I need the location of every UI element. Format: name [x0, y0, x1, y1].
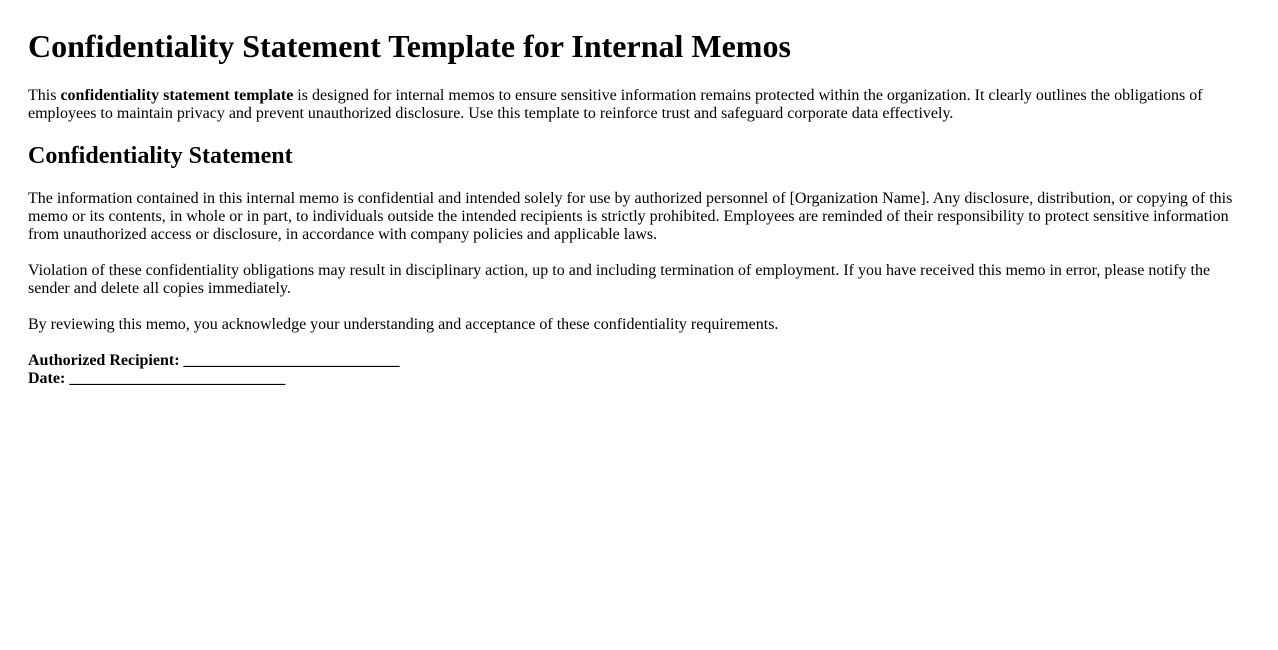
- page-title: Confidentiality Statement Template for Internal Memos: [28, 28, 791, 64]
- body-paragraph: The information contained in this internal memo is confidential and intended solely for use by authorized personnel of [Organization Name]. Any disclosure, distribution, or copying of this memo or its contents, in whole or in part, to individuals outside the intended recipients is strictly prohibited. Employees are reminded of their responsibility to protect sensitive information from unauthorized access or disclosure, in accordance with company policies and applicable laws.: [28, 190, 1233, 243]
- recipient-label: Authorized Recipient:: [28, 352, 180, 369]
- intro-text: is designed for internal memos to ensure sensitive information remains protected within the organization. It clearly outlines the obligations of employees to maintain privacy and prevent unauthorized disclosure. Use this template to reinforce trust and safeguard corporate data effectively.: [28, 87, 1203, 122]
- recipient-signature-line: [28, 352, 1250, 370]
- intro-text: This: [28, 87, 61, 104]
- date-signature-line: [28, 370, 1250, 388]
- date-blank: ___________________________: [69, 370, 286, 387]
- recipient-blank: ___________________________: [183, 352, 400, 369]
- date-label: Date:: [28, 370, 66, 387]
- section-heading: Confidentiality Statement: [28, 143, 293, 169]
- intro-bold-text: confidentiality statement template: [60, 87, 294, 104]
- body-paragraph: Violation of these confidentiality obligations may result in disciplinary action, up to and including termination of employment. If you have received this memo in error, please notify the sender and delete all copies immediately.: [28, 262, 1211, 297]
- body-paragraph: By reviewing this memo, you acknowledge your understanding and acceptance of these confidentiality requirements.: [28, 316, 779, 333]
- intro-paragraph: [28, 87, 1250, 123]
